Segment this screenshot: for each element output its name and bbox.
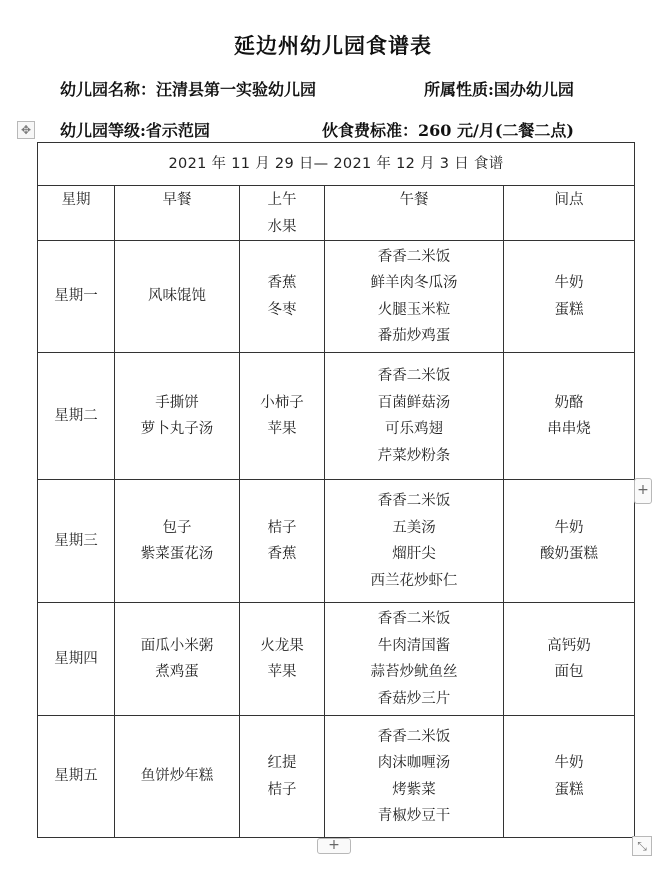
breakfast-cell[interactable] (115, 480, 240, 603)
lunch-item: 鲜羊肉冬瓜汤 (370, 275, 458, 291)
breakfast-item: 风味馄饨 (148, 288, 206, 305)
fruit-item: 红提 (267, 755, 297, 771)
breakfast-item: 鱼饼炒年糕 (140, 768, 214, 785)
snack-item: 奶酪 (554, 394, 584, 411)
day-cell[interactable]: 星期三 (38, 480, 115, 603)
snack-item: 串串烧 (547, 421, 591, 437)
snack-cell[interactable] (504, 480, 635, 603)
lunch-item: 香香二米饭 (377, 248, 451, 265)
add-row-plus-icon[interactable]: + (317, 838, 351, 854)
kindergarten-grade: 幼儿园等级:省示范园 (60, 121, 210, 140)
header-day[interactable]: 星期 (38, 186, 115, 241)
breakfast-item: 包子 (162, 519, 192, 536)
snack-item: 牛奶 (554, 275, 584, 291)
fruit-cell[interactable] (240, 716, 325, 838)
lunch-item: 可乐鸡翅 (385, 421, 443, 437)
fruit-item: 小柿子 (260, 394, 304, 411)
lunch-item: 肉沫咖喱汤 (377, 755, 451, 771)
breakfast-cell[interactable] (115, 353, 240, 480)
breakfast-item: 紫菜蛋花汤 (140, 546, 214, 562)
menu-table (37, 142, 635, 838)
snack-item: 高钙奶 (547, 637, 591, 654)
lunch-item: 西兰花炒虾仁 (370, 572, 458, 589)
table-move-icon[interactable]: ✥ (17, 121, 35, 139)
fruit-cell[interactable] (240, 241, 325, 353)
table-row (38, 480, 635, 603)
fruit-item: 香蕉 (267, 546, 297, 562)
meal-fee-standard: 伙食费标准：260 元/月(二餐二点) (322, 121, 574, 140)
snack-cell[interactable] (504, 716, 635, 838)
lunch-item: 芹菜炒粉条 (377, 447, 451, 464)
lunch-item: 烤紫菜 (392, 781, 436, 798)
lunch-item: 五美汤 (392, 519, 436, 536)
snack-cell[interactable] (504, 603, 635, 716)
lunch-item: 熘肝尖 (392, 546, 436, 562)
day-cell[interactable]: 星期二 (38, 353, 115, 480)
lunch-item: 百菌鲜菇汤 (377, 394, 451, 411)
snack-item: 牛奶 (554, 755, 584, 771)
breakfast-item: 煮鸡蛋 (155, 664, 199, 680)
fruit-item: 苹果 (267, 664, 297, 680)
lunch-cell[interactable] (325, 603, 504, 716)
lunch-item: 番茄炒鸡蛋 (377, 328, 451, 344)
header-snack[interactable]: 间点 (504, 186, 635, 241)
day-cell[interactable]: 星期四 (38, 603, 115, 716)
snack-item: 牛奶 (554, 519, 584, 536)
header-breakfast[interactable]: 早餐 (115, 186, 240, 241)
snack-cell[interactable] (504, 353, 635, 480)
fruit-item: 火龙果 (260, 637, 304, 654)
day-cell[interactable]: 星期五 (38, 716, 115, 838)
lunch-cell[interactable] (325, 241, 504, 353)
lunch-item: 牛肉清国酱 (377, 637, 451, 654)
snack-cell[interactable] (504, 241, 635, 353)
lunch-item: 香香二米饭 (377, 493, 451, 509)
lunch-item: 香菇炒三片 (377, 690, 451, 707)
table-row (38, 241, 635, 353)
fruit-cell[interactable] (240, 603, 325, 716)
lunch-cell[interactable] (325, 716, 504, 838)
kindergarten-nature: 所属性质:国办幼儿园 (424, 80, 574, 99)
fruit-cell[interactable] (240, 353, 325, 480)
lunch-item: 青椒炒豆干 (377, 808, 451, 824)
date-range-cell[interactable]: 2021 年 11 月 29 日— 2021 年 12 月 3 日 食谱 (38, 143, 635, 186)
table-row (38, 603, 635, 716)
fruit-item: 桔子 (267, 519, 297, 536)
table-resize-icon[interactable]: ⤡ (632, 836, 652, 856)
add-column-plus-icon[interactable]: + (634, 478, 652, 504)
kindergarten-name: 幼儿园名称：汪清县第一实验幼儿园 (60, 80, 317, 99)
header-row (38, 186, 635, 241)
lunch-cell[interactable] (325, 480, 504, 603)
breakfast-cell[interactable] (115, 241, 240, 353)
day-cell[interactable]: 星期一 (38, 241, 115, 353)
snack-item: 酸奶蛋糕 (540, 546, 599, 562)
header-fruit-line1: 上午 (267, 192, 297, 208)
fruit-item: 桔子 (267, 781, 297, 798)
lunch-item: 蒜苔炒鱿鱼丝 (370, 664, 458, 680)
lunch-cell[interactable] (325, 353, 504, 480)
fruit-item: 冬枣 (267, 301, 297, 318)
fruit-item: 香蕉 (267, 275, 297, 291)
header-lunch[interactable]: 午餐 (325, 186, 504, 241)
breakfast-item: 萝卜丸子汤 (140, 421, 214, 437)
lunch-item: 香香二米饭 (377, 611, 451, 627)
lunch-item: 香香二米饭 (377, 728, 451, 745)
header-fruit-line2: 水果 (267, 218, 297, 235)
breakfast-cell[interactable] (115, 603, 240, 716)
header-fruit[interactable] (240, 186, 325, 241)
table-row (38, 353, 635, 480)
breakfast-item: 面瓜小米粥 (140, 637, 214, 654)
breakfast-cell[interactable] (115, 716, 240, 838)
snack-item: 蛋糕 (554, 301, 584, 318)
snack-item: 面包 (554, 664, 584, 680)
date-row (38, 143, 635, 186)
breakfast-item: 手撕饼 (155, 394, 199, 411)
table-row (38, 716, 635, 838)
snack-item: 蛋糕 (554, 781, 584, 798)
document-title: 延边州幼儿园食谱表 (234, 33, 432, 58)
lunch-item: 香香二米饭 (377, 368, 451, 384)
fruit-cell[interactable] (240, 480, 325, 603)
lunch-item: 火腿玉米粒 (377, 301, 451, 318)
fruit-item: 苹果 (267, 421, 297, 437)
